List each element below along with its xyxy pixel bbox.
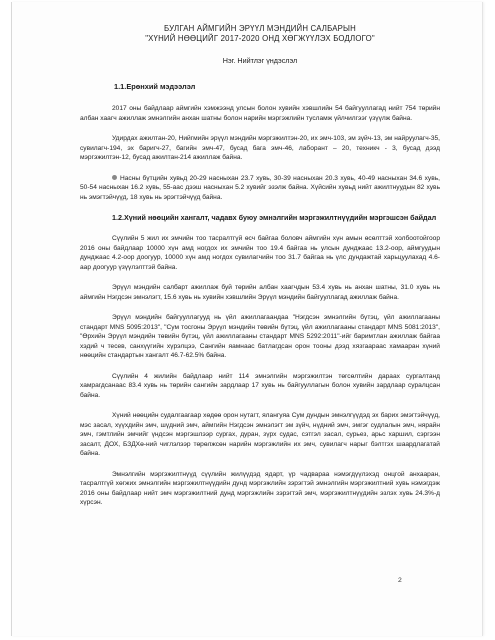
document-page <box>11 2 483 636</box>
header-line-1: БУЛГАН АЙМГИЙН ЭРҮҮЛ МЭНДИЙН САЛБАРЫН <box>164 24 356 33</box>
section-1-title: 1.1.Ерөнхий мэдээлэл <box>114 81 196 91</box>
section-2-title: 1.2.Хүний нөөцийн хангалт, чадавх буюу эмнэлгийн мэргэжилтнүүдийн мэргэшсэн байдал <box>112 213 437 223</box>
paragraph-9: Эмнэлгийн мэргэжилтнүүд сүүлийн жилүүдэд ядарт, үр чадвараа нэмэгдүүлэхэд онцгой анхааран, тасралтгүй хөгжих эмнэлгийн мэргэжилтнүүдийн дунд мэргэжлийн зэрэгтэй эмнэлгийн мэргэжилтний хувь нэмэгдэж 2016 оны байдлаар нийт эмч мэргэжилтний дунд мэргэжлийн зэрэгтэй эмч, мэргэжилтнүүдийн эзлэх хувь 24.3%-д хүрсэн. <box>80 470 440 507</box>
paragraph-3 <box>80 174 440 203</box>
document-content <box>80 24 440 508</box>
header-line-2: "ХҮНИЙ НӨӨЦИЙГ 2017-2020 ОНД ХӨГЖҮҮЛЭХ БОДЛОГО" <box>145 33 375 43</box>
part-title: Нэг. Нийтлэг үндэслэл <box>222 56 298 66</box>
page-number: 2 <box>398 577 402 584</box>
paragraph-6: Эрүүл мэндийн байгууллагууд нь үйл ажиллагаандаа "Нэгдсэн эмнэлгийн бүтэц, үйл ажиллагааны стандарт MNS 5095:2013", "Сум тосгоны Эрүүл мэндийн төвийн бүтэц, үйл ажиллагааны стандарт MNS 5081:2013", "Өрхийн Эрүүл мэндийн төвийн бүтэц, үйл ажиллагааны стандарт MNS 5292:2011"-ийг баримтлан ажиллаж байгаа хэдий ч тесев, санхүүгийн хүрэлцээ, Сангийн яамнаас батлагдсан орон тооны дээд хязгаараас хамааран хүний нөөцийн стандартын хангалт 46.7-62.5% байна. <box>80 314 440 360</box>
paragraph-5: Эрүүл мэндийн салбарт ажиллаж буй төрийн албан хаагчдын 53.4 хувь нь анхан шатны, 31.0 хувь нь аймгийн Нэгдсэн эмнэлэгт, 15.6 хувь нь хувийн хэвшлийн Эрүүл мэндийн байгууллагад ажиллаж байна. <box>80 284 440 301</box>
paragraph-2: Удирдах ажилтан-20, Нийгмийн эрүүл мэндийн мэргэжилтэн-20, их эмч-103, эм зүйч-13, эм найруулагч-35, сувилагч-194, эх баригч-27, багийн эмч-47, бусад бага эмч-46, лаборант – 20, техникч - 3, бусад дээд мэргэжилтэн-12, бусад ажилтан-214 ажиллаж байна. <box>80 135 440 162</box>
paragraph-4: Сүүлийн 5 жил их эмчийн тоо тасралтгүй өсч байгаа боловч аймгийн хүн амын өсөлттэй холбоотойгоор 2016 оны байдлаар 10000 хүн амд ногдох их эмчийн тоо 19.4 байгаа нь улсын дунджаас 13.2-оор, аймгуудын дунджаас 4.2-оор доогуур, 10000 хүн амд ногдох сувилагчийн тоо 31.7 байгаа нь үлс дундажтай харьцуулахад 4.6-аар доогуур үзүүлэлттэй байна. <box>80 235 440 271</box>
paragraph-8: Хүний нөөцийн судалгаагаар хөдөө орон нутагт, ялангуяа Сум дундын эмнэлгүүдэд эх барих эмэгтэйчүүд, мэс засал, хүүхдийн эмч, шүдний эмч, аймгийн Нэгдсэн эмнэлэгт эм зүйч, нүдний эмч, эмгэг судлалын эмч, нярайн эмч, гэмтлийн эмчийг үндсэн мэргэшлээр сургах, дуран, зүрх судас, сэтгэл засал, сурьез, арьс харшил, сэргээн засалт, ДОХ, БЗДХө-ний чиглэлээр төрөлжсөн нарийн мэргэжлийн их эмч, сувилагч нарыг бэлтгэх шаардлагатай байна. <box>80 412 440 458</box>
bullet-icon <box>112 175 117 180</box>
paragraph-1: 2017 оны байдлаар аймгийн хэмжээнд улсын болон хувийн хэвшлийн 54 байгууллагад нийт 754 төрийн албан хаагч ажиллаж эмнэлгийн анхан шатны болон нарийн мэргэжлийн тусламж үйлчилгээг үзүүлж байна. <box>80 105 440 122</box>
paragraph-3-text: Насны бүтцийн хувьд 20-29 насныхан 23.7 хувь, 30-39 насныхан 20.3 хувь, 40-49 насныхан 34.6 хувь, 50-54 насныхан 16.2 хувь, 55-аас дээш насныхан 5.2 хувийг эзэлж байна. Хүйсийн хувьд нийт ажилтнуудын 82 хувь нь эмэгтэйчүүд, 18 хувь нь эрэгтэйчүүд байна. <box>80 174 440 201</box>
paragraph-7: Сүүлийн 4 жилийн байдлаар нийт 114 эмнэлгийн мэргэжилтэн төгсөлтийн дараах сургалтанд хамрагдсанаас 83.4 хувь нь төрийн сангийн зардлаар 17 хувь нь байгууллагын болон хувийн зардлаар суралцсан байна. <box>80 372 440 399</box>
